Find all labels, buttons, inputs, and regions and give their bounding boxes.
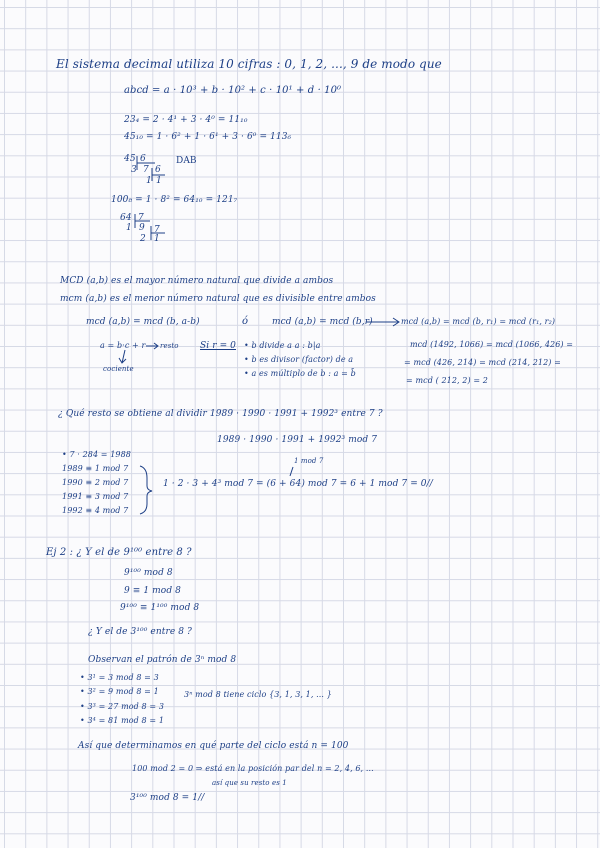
- mod7-result: 1 · 2 · 3 + 4³ mod 7 = (6 + 64) mod 7 = 6 + 1 mod 7 = 0//: [163, 479, 433, 489]
- congruence-5: 1992 ≡ 4 mod 7: [62, 506, 129, 515]
- example-base4: 23₄ = 2 · 4¹ + 3 · 4⁰ = 11₁₀: [124, 115, 248, 125]
- div2-divisor-2: 7: [154, 225, 160, 235]
- pattern-4: • 3⁴ = 81 mod 8 = 1: [80, 716, 165, 725]
- example-base8: 100₈ = 1 · 8² = 64₁₀ = 121₇: [111, 195, 238, 205]
- div-quotient-2b: 1: [156, 176, 162, 186]
- pattern-2: • 3² = 9 mod 8 = 1: [80, 687, 159, 696]
- mcd-example-2: = mcd (426, 214) = mcd (214, 212) =: [404, 358, 561, 367]
- consequence-2: • b es divisor (factor) de a: [244, 355, 354, 364]
- determine-position: Así que determinamos en qué parte del ciclo está n = 100: [78, 741, 349, 751]
- pattern-3: • 3³ = 27 mod 8 = 3: [80, 702, 165, 711]
- div-divisor: 6: [140, 154, 146, 164]
- ex2-question-2: ¿ Y el de 3¹⁰⁰ entre 8 ?: [88, 627, 192, 637]
- ex2-line-1: 9¹⁰⁰ mod 8: [124, 568, 173, 578]
- remainder-is-one: así que su resto es 1: [212, 779, 287, 787]
- div2-divisor: 7: [138, 213, 144, 223]
- div2-quotient-2: 1: [154, 234, 160, 244]
- division-identity: a = b·c + r: [100, 341, 146, 350]
- consequence-3: • a es múltiplo de b : a = b̄: [244, 369, 356, 378]
- dab-label: DAB: [176, 156, 197, 166]
- div-remainder-1: 3: [131, 165, 137, 175]
- div-dividend: 45: [124, 154, 136, 164]
- mcd-property-1: mcd (a,b) = mcd (b, a-b): [86, 317, 200, 327]
- div-quotient-2a: 1: [146, 176, 152, 186]
- abcd-expansion: abcd = a · 10³ + b · 10² + c · 10¹ + d · 10⁰: [124, 85, 342, 96]
- resto-label: resto: [160, 342, 179, 350]
- congruence-3: 1990 ≡ 2 mod 7: [62, 478, 129, 487]
- pattern-1: • 3¹ = 3 mod 8 = 3: [80, 673, 159, 682]
- mcm-definition: mcm (a,b) es el menor número natural que es divisible entre ambos: [60, 294, 376, 304]
- ex2-line-3: 9¹⁰⁰ ≡ 1¹⁰⁰ mod 8: [120, 603, 200, 613]
- mcd-example-3: = mcd ( 212, 2) = 2: [406, 376, 488, 385]
- mcd-property-chain: mcd (a,b) = mcd (b, r₁) = mcd (r₁, r₂): [401, 317, 556, 326]
- div2-dividend: 64: [120, 213, 132, 223]
- congruence-4: 1991 ≡ 3 mod 7: [62, 492, 129, 501]
- div-quotient-1: 7: [143, 165, 149, 175]
- mcd-example-1: mcd (1492, 1066) = mcd (1066, 426) =: [410, 340, 574, 349]
- observe-pattern: Observan el patrón de 3ⁿ mod 8: [88, 655, 237, 665]
- div2-remainder-2: 2: [140, 234, 146, 244]
- mcd-definition: MCD (a,b) es el mayor número natural que divide a ambos: [60, 276, 334, 286]
- congruence-1: • 7 · 284 = 1988: [62, 450, 131, 459]
- div2-quotient-1: 9: [139, 223, 145, 233]
- cociente-label: cociente: [103, 365, 134, 373]
- div2-remainder-1: 1: [126, 223, 132, 233]
- congruence-2: 1989 ≡ 1 mod 7: [62, 464, 129, 473]
- decimal-system-intro: El sistema decimal utiliza 10 cifras : 0, 1, 2, ..., 9 de modo que: [56, 57, 442, 71]
- exercise-2-title: Ej 2 : ¿ Y el de 9¹⁰⁰ entre 8 ?: [46, 547, 192, 558]
- cycle-statement: 3ⁿ mod 8 tiene ciclo {3, 1, 3, 1, ... }: [184, 690, 332, 699]
- div-divisor-2: 6: [155, 165, 161, 175]
- expression-mod7: 1989 · 1990 · 1991 + 1992³ mod 7: [217, 435, 378, 445]
- remainder-question: ¿ Qué resto se obtiene al dividir 1989 · 1990 · 1991 + 1992³ entre 7 ?: [58, 409, 383, 419]
- mcd-property-2: mcd (a,b) = mcd (b,r): [272, 317, 373, 327]
- if-r-zero: Si r = 0: [200, 341, 236, 351]
- even-position: 100 mod 2 = 0 ⇒ está en la posición par del n = 2, 4, 6, ...: [132, 764, 374, 773]
- annotation-1-mod7: 1 mod 7: [294, 457, 324, 465]
- example-base6: 45₁₀ = 1 · 6² + 1 · 6¹ + 3 · 6⁰ = 113₆: [124, 132, 292, 142]
- consequence-1: • b divide a a : b|a: [244, 341, 321, 350]
- ex2-line-2: 9 ≡ 1 mod 8: [124, 586, 181, 596]
- final-answer: 3¹⁰⁰ mod 8 = 1//: [130, 793, 205, 803]
- or-label: ó: [242, 316, 249, 327]
